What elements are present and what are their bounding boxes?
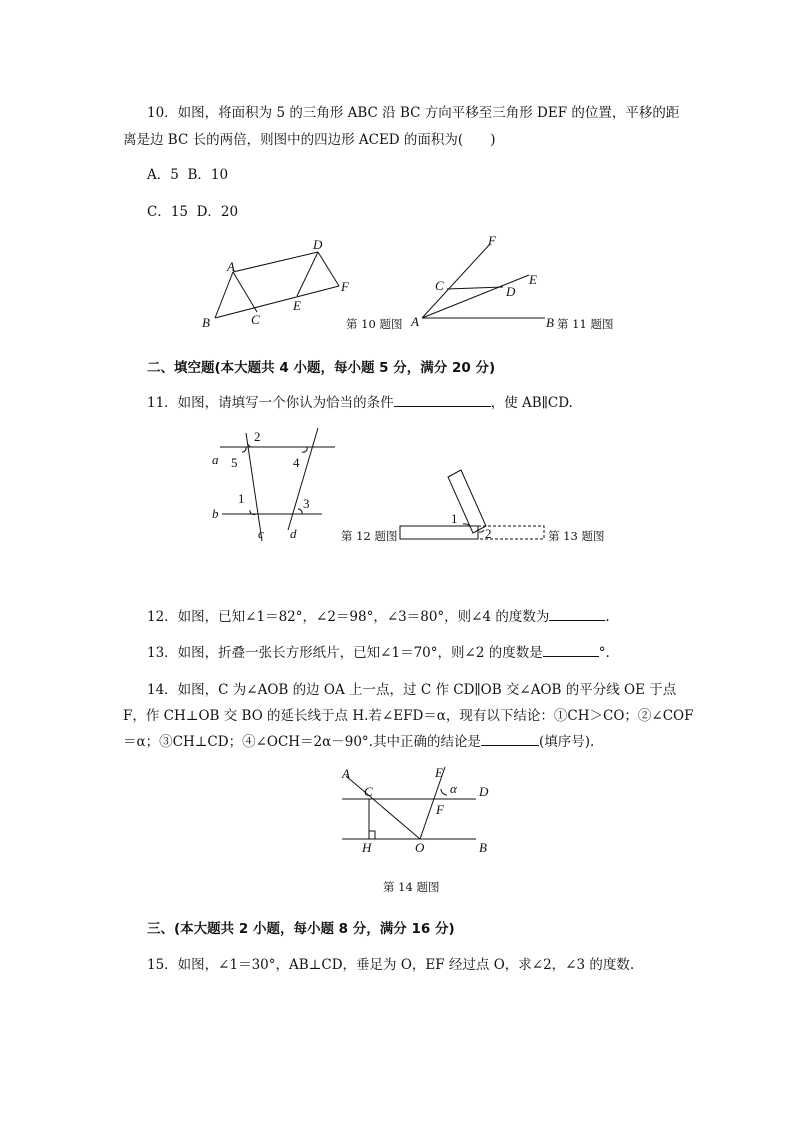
fig14-label-h: H <box>362 840 372 855</box>
fig10-label-e: E <box>293 298 301 313</box>
fig11-caption: 第 11 题图 <box>557 317 614 331</box>
fig10-label-a: A <box>227 259 235 274</box>
q14-line3 <box>123 730 594 750</box>
fig14-line-oe <box>420 767 445 839</box>
fig14-label-c: C <box>364 784 373 799</box>
q14-line3-prefix: ＝α；③CH⊥CD；④∠OCH＝2α－90°.其中正确的结论是 <box>123 734 481 750</box>
q10-options-row1 <box>147 163 228 183</box>
fig11-label-d: D <box>506 284 516 299</box>
fig12-caption: 第 12 题图 <box>341 529 398 543</box>
fig10-label-d: D <box>313 237 323 252</box>
q10-option-b: B．10 <box>187 167 229 183</box>
q10-line2: 离是边 BC 长的两倍，则图中的四边形 ACED 的面积为( ) <box>123 132 496 148</box>
fig12-line-d <box>288 428 318 530</box>
fig12-arc-5 <box>242 447 246 452</box>
fig12-arc-4 <box>302 447 307 452</box>
fig13-strip-rect <box>400 526 478 539</box>
fig11-line-af <box>422 244 490 318</box>
q11-text <box>147 391 573 411</box>
fig12-label-c: c <box>258 526 264 541</box>
q11-suffix: ，使 AB∥CD. <box>490 395 573 411</box>
fig10-label-c: C <box>251 312 260 327</box>
fig12-label-4: 4 <box>293 455 300 470</box>
q10-option-a: A．5 <box>147 167 179 183</box>
q10-line1: 10．如图，将面积为 5 的三角形 ABC 沿 BC 方向平移至三角形 DEF 的位置，平移的距 <box>147 105 680 121</box>
fig12-arc-1 <box>250 510 256 515</box>
q13-prefix: 13．如图，折叠一张长方形纸片，已知∠1＝70°，则∠2 的度数是 <box>147 645 543 661</box>
q10-options-row2 <box>147 200 238 220</box>
fig14-label-b: B <box>479 840 487 855</box>
q13-suffix: °. <box>598 645 610 661</box>
fig11-label-f: F <box>488 233 496 248</box>
q14-line3-suffix: (填序号). <box>538 734 595 750</box>
fig10-caption: 第 10 题图 <box>346 317 403 331</box>
fig12-label-3: 3 <box>303 496 310 511</box>
fig12-label-5: 5 <box>231 455 238 470</box>
q12-suffix: . <box>605 609 610 625</box>
fig11-label-c: C <box>435 278 444 293</box>
section-2-heading: 二、填空题(本大题共 4 小题，每小题 5 分，满分 20 分) <box>147 360 496 376</box>
fig14-label-a: A <box>342 766 350 781</box>
q11-answer-blank[interactable] <box>394 393 491 407</box>
fig14-caption: 第 14 题图 <box>383 880 440 894</box>
q11-prefix: 11．如图，请填写一个你认为恰当的条件 <box>147 395 394 411</box>
fig12-arc-2 <box>248 444 252 447</box>
fig11-line-cd <box>447 287 503 289</box>
fig14-label-d: D <box>479 784 489 799</box>
q14-line1: 14．如图，C 为∠AOB 的边 OA 上一点，过 C 作 CD∥OB 交∠AOB 的平分线 OE 于点 <box>147 682 677 698</box>
fig12-label-b: b <box>212 506 219 521</box>
fig14-label-f: F <box>436 802 444 817</box>
fig14-line-ao <box>346 776 420 839</box>
fig10-line-ed <box>297 252 318 296</box>
fig12-arc-3 <box>298 509 302 514</box>
fig10-line-df <box>318 252 339 286</box>
fig10-label-f: F <box>341 279 349 294</box>
fig14-arc-alpha <box>441 789 447 795</box>
q10-option-c: C．15 <box>147 204 189 220</box>
fig10-line-ad <box>233 252 318 272</box>
q14-line2: F，作 CH⊥OB 交 BO 的延长线于点 H.若∠EFD＝α，现有以下结论：①CH＞CO；②∠COF <box>123 708 694 724</box>
fig13-folded-rect <box>448 470 486 533</box>
fig10-line-bf <box>215 286 339 318</box>
q14-answer-blank[interactable] <box>481 732 539 746</box>
fig12-line-c <box>246 433 262 541</box>
fig14-label-o: O <box>415 840 425 855</box>
fig13-caption: 第 13 题图 <box>548 529 605 543</box>
fig14-label-alpha: α <box>450 781 457 796</box>
fig12-label-1: 1 <box>238 491 245 506</box>
q13-answer-blank[interactable] <box>543 643 599 657</box>
fig11-line-ae <box>422 275 529 318</box>
fig12-label-d: d <box>290 526 297 541</box>
q10-option-d: D．20 <box>196 204 239 220</box>
fig13-arc-1 <box>463 524 470 526</box>
fig13-arc-2 <box>479 530 484 532</box>
section-3-heading: 三、(本大题共 2 小题，每小题 8 分，满分 16 分) <box>147 921 455 937</box>
fig12-label-a: a <box>212 452 219 467</box>
fig10-label-b: B <box>202 315 210 330</box>
q12-prefix: 12．如图，已知∠1＝82°，∠2＝98°，∠3＝80°，则∠4 的度数为 <box>147 609 550 625</box>
fig13-dashed-rect <box>478 526 544 539</box>
q15-text: 15．如图，∠1＝30°，AB⊥CD，垂足为 O，EF 经过点 O，求∠2，∠3 的度数. <box>147 957 635 973</box>
q12-answer-blank[interactable] <box>549 607 605 621</box>
fig14-right-angle <box>369 831 375 839</box>
fig12-label-2: 2 <box>254 429 261 444</box>
fig10-line-ac <box>233 272 257 312</box>
fig11-label-a: A <box>411 314 419 329</box>
fig13-label-1: 1 <box>451 511 458 526</box>
fig11-label-b: B <box>546 315 554 330</box>
fig13-label-2: 2 <box>485 526 492 541</box>
q13-text <box>147 641 610 661</box>
q12-text <box>147 605 610 625</box>
fig11-label-e: E <box>529 272 537 287</box>
fig14-label-e: E <box>435 765 443 780</box>
fig10-line-ab <box>215 272 233 318</box>
